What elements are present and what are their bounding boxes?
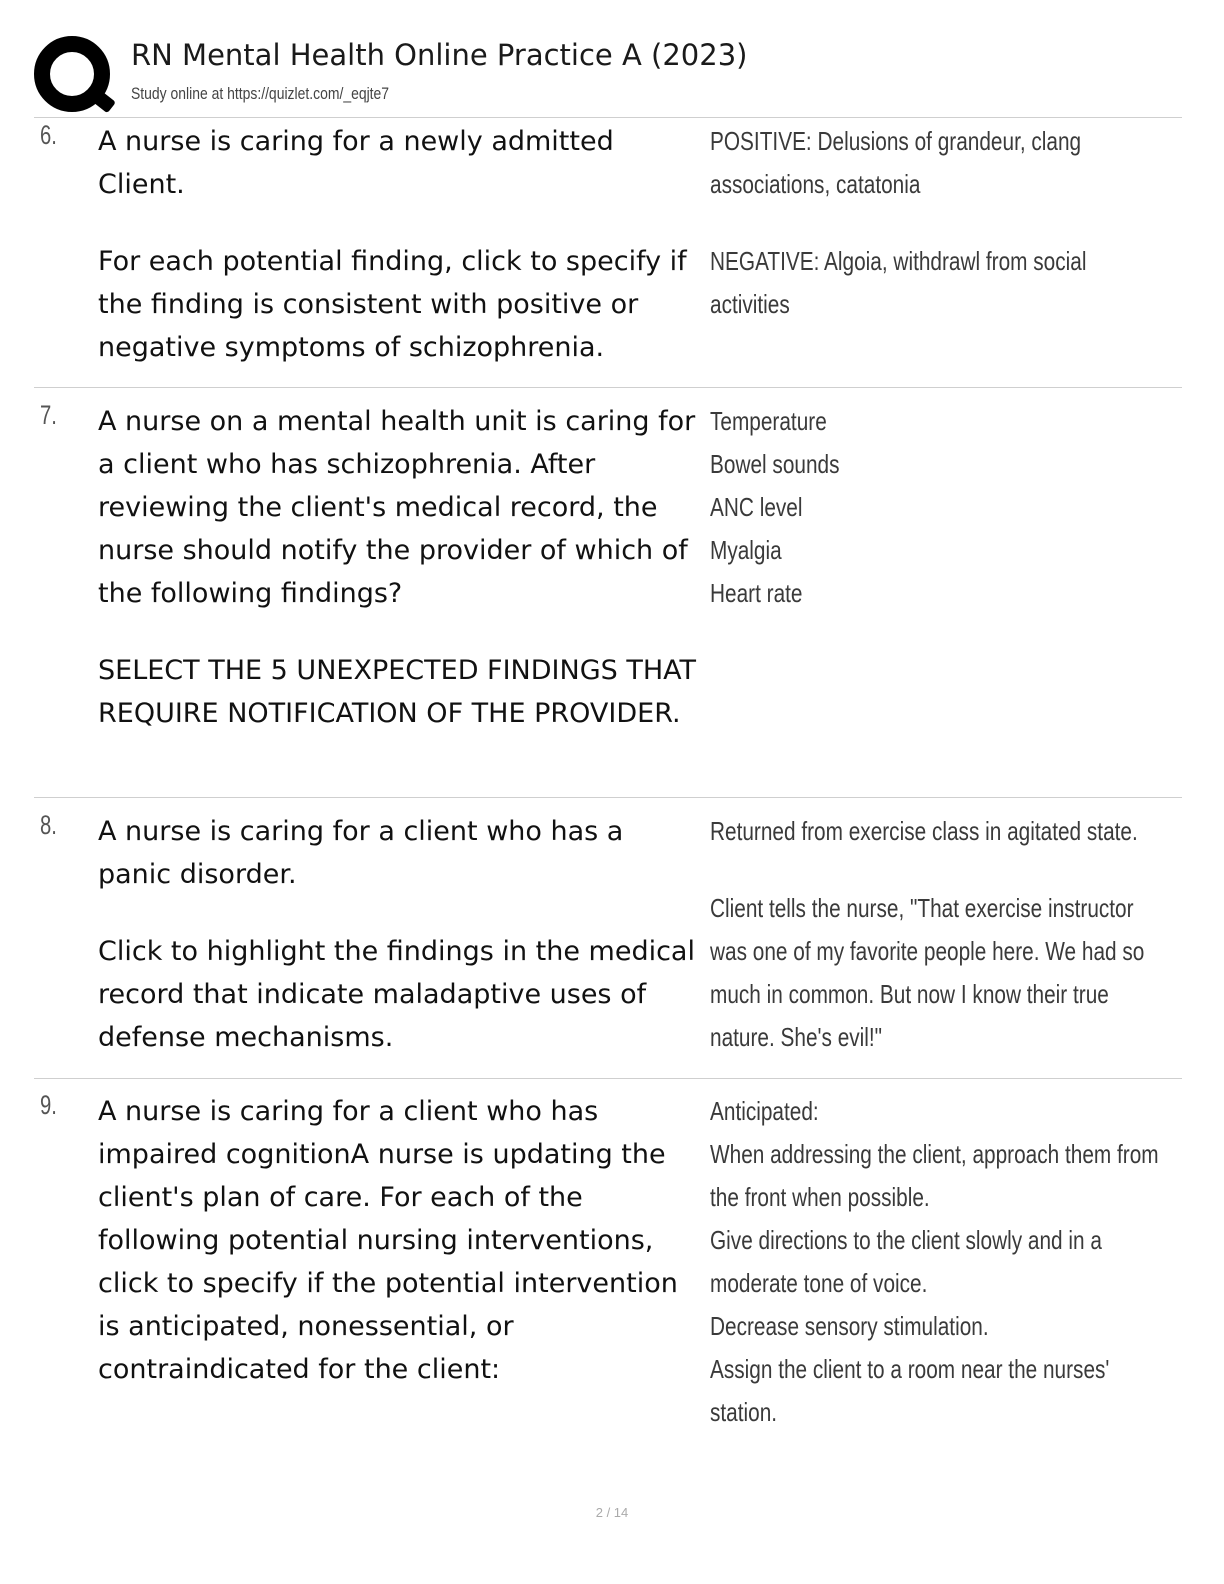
term-paragraph: A nurse is caring for a newly admitted Client.: [98, 126, 614, 200]
card-number: 8.: [40, 810, 57, 840]
definition-line: Decrease sensory stimulation.: [710, 1311, 989, 1341]
page-number: 2 / 14: [595, 1505, 629, 1520]
card-term: [98, 120, 703, 369]
term-paragraph: For each potential finding, click to specify if the finding is consistent with positive or negative symptoms of schizophrenia.: [98, 246, 687, 363]
term-paragraph: Click to highlight the findings in the medical record that indicate maladaptive uses of defense mechanisms.: [98, 936, 695, 1053]
definition-line: When addressing the client, approach them from the front when possible.: [710, 1139, 1159, 1212]
term-paragraph: A nurse on a mental health unit is caring for a client who has schizophrenia. After reviewing the client's medical record, the nurse should notify the provider of which of the following findings?: [98, 406, 696, 609]
page-header: [34, 36, 1184, 116]
divider: [34, 1078, 1182, 1079]
card-number: 6.: [40, 120, 57, 150]
divider: [34, 387, 1182, 388]
card-term: [98, 1090, 703, 1391]
card-number: 9.: [40, 1090, 57, 1120]
card-definition: [710, 810, 1163, 1059]
card-term: [98, 400, 703, 735]
divider: [34, 117, 1182, 118]
document-title: RN Mental Health Online Practice A (2023): [131, 38, 748, 72]
card-definition: [710, 1090, 1163, 1434]
definition-paragraph: Returned from exercise class in agitated state.: [710, 816, 1138, 846]
definition-line: ANC level: [710, 492, 803, 522]
card-term: [98, 810, 703, 1059]
definition-line: Assign the client to a room near the nurses' station.: [710, 1354, 1110, 1427]
divider: [34, 797, 1182, 798]
definition-line: Myalgia: [710, 535, 782, 565]
definition-line: Bowel sounds: [710, 449, 840, 479]
card-number: 7.: [40, 400, 57, 430]
definition-paragraph: NEGATIVE: Algoia, withdrawl from social activities: [710, 246, 1087, 319]
definition-line: Anticipated:: [710, 1096, 819, 1126]
card-definition: [710, 400, 1163, 615]
study-online-link[interactable]: Study online at https://quizlet.com/_eqjte7: [131, 84, 390, 103]
term-paragraph: A nurse is caring for a client who has a panic disorder.: [98, 816, 624, 890]
term-paragraph: SELECT THE 5 UNEXPECTED FINDINGS THAT REQUIRE NOTIFICATION OF THE PROVIDER.: [98, 655, 697, 729]
definition-line: Give directions to the client slowly and in a moderate tone of voice.: [710, 1225, 1102, 1298]
term-paragraph: A nurse is caring for a client who has impaired cognitionA nurse is updating the client's plan of care. For each of the following potential nursing interventions, click to specify if the potential intervention is anticipated, nonessential, or contraindicated for the client:: [98, 1096, 678, 1385]
definition-paragraph: Client tells the nurse, "That exercise instructor was one of my favorite people here. We had so much in common. But now I know their true nature. She's evil!": [710, 893, 1145, 1052]
card-definition: [710, 120, 1163, 326]
definition-line: Heart rate: [710, 578, 803, 608]
definition-line: Temperature: [710, 406, 827, 436]
definition-paragraph: POSITIVE: Delusions of grandeur, clang associations, catatonia: [710, 126, 1082, 199]
